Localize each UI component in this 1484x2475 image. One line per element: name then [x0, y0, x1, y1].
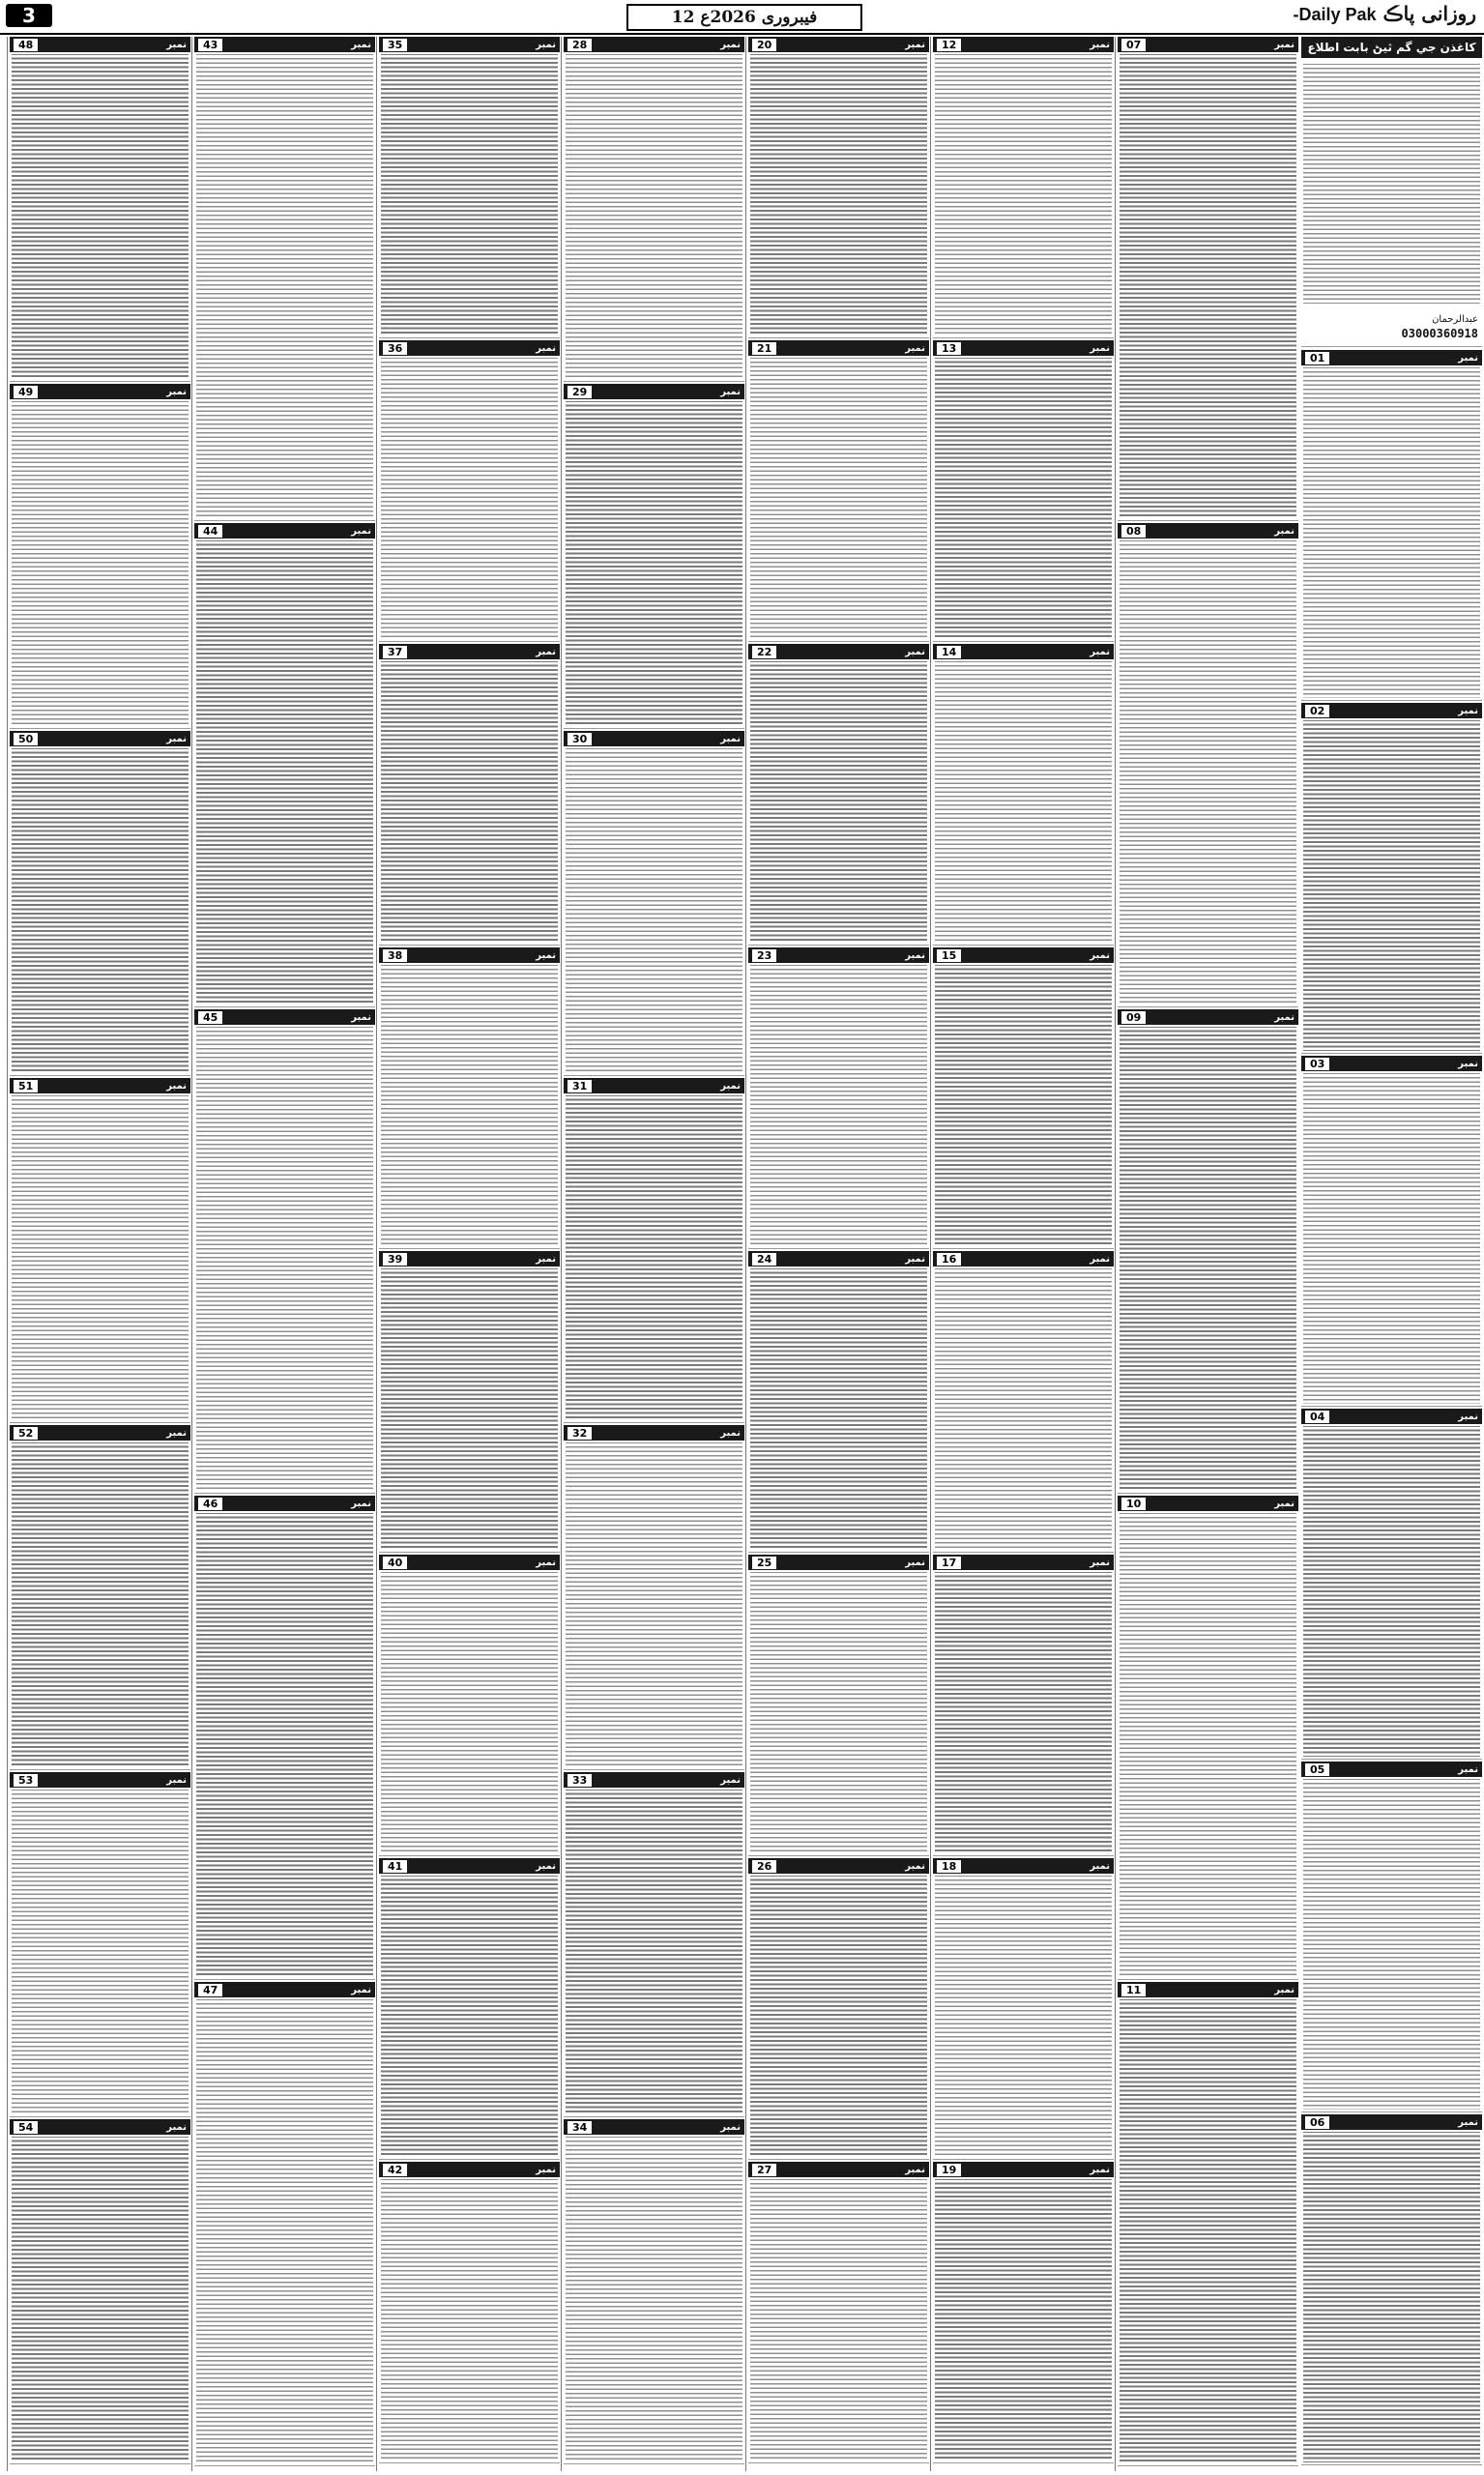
classified-notice: [933, 644, 1114, 946]
notice-label: نمبر: [1458, 1763, 1478, 1775]
notice-label: نمبر: [720, 733, 741, 744]
notice-header: [933, 1858, 1114, 1874]
notice-text: [566, 54, 742, 379]
notice-number: 02: [1305, 705, 1329, 717]
notice-text: [1303, 1779, 1480, 2110]
classified-notice: [564, 731, 744, 1076]
notice-header: [379, 1251, 560, 1267]
classified-notice: [564, 37, 744, 382]
classified-notice: [748, 947, 929, 1249]
notice-text: [750, 1572, 927, 1853]
notice-number: 09: [1121, 1011, 1146, 1024]
notice-column: [191, 37, 377, 2471]
notice-text: [1303, 2132, 1480, 2462]
notice-header: [1118, 523, 1298, 539]
notice-column: [930, 37, 1116, 2471]
notice-number: 01: [1305, 352, 1329, 364]
notice-text: [196, 1513, 373, 1977]
classified-notice: [1301, 350, 1482, 701]
notice-text: [381, 1572, 558, 1853]
classified-notice: [1301, 703, 1482, 1054]
notice-label: نمبر: [351, 1011, 371, 1023]
notice-text: [1120, 54, 1296, 518]
notice-number: 29: [567, 386, 592, 398]
notice-header: [1301, 1762, 1482, 1777]
classified-notice: [564, 1078, 744, 1423]
notice-label: نمبر: [905, 1557, 925, 1568]
classified-notice: [379, 340, 560, 642]
notice-text: [381, 965, 558, 1246]
notice-column: [745, 37, 931, 2471]
classified-notice: [933, 1251, 1114, 1553]
notice-text: [935, 54, 1112, 335]
notice-number: 06: [1305, 2116, 1329, 2129]
classified-notice: [10, 2119, 190, 2464]
classified-notice: [10, 384, 190, 729]
notice-label: نمبر: [166, 1080, 187, 1092]
notice-header: [1118, 1496, 1298, 1511]
notice-label: نمبر: [1090, 646, 1110, 657]
notice-text: [935, 358, 1112, 639]
notice-text: [935, 965, 1112, 1246]
notice-header: [1301, 1056, 1482, 1071]
notice-header: [379, 37, 560, 52]
notice-header: [564, 384, 744, 399]
notice-header: [379, 2162, 560, 2177]
notice-number: 51: [14, 1080, 38, 1092]
notice-number: 03: [1305, 1058, 1329, 1070]
notice-header: [10, 731, 190, 746]
notice-header: [748, 1555, 929, 1570]
notice-header: [10, 384, 190, 399]
classified-notice: [194, 1009, 375, 1494]
classified-notice: [1118, 523, 1298, 1007]
notice-header: [933, 947, 1114, 963]
notice-header: [194, 1982, 375, 1997]
notice-number: 13: [937, 342, 961, 355]
notice-number: 47: [198, 1984, 222, 1996]
notice-label: نمبر: [905, 646, 925, 657]
notice-number: 14: [937, 646, 961, 658]
classified-notice: [564, 1772, 744, 2117]
notice-label: نمبر: [1458, 1411, 1478, 1422]
classified-notice: [1301, 1056, 1482, 1407]
classified-notice: [748, 340, 929, 642]
notice-label: نمبر: [1090, 949, 1110, 961]
notice-header: [10, 1078, 190, 1093]
classified-notice: [379, 37, 560, 338]
classified-notice: [379, 644, 560, 946]
notice-number: 07: [1121, 39, 1146, 51]
notice-header: [748, 37, 929, 52]
featured-phone: 03000360918: [1401, 327, 1478, 340]
notice-column: [1299, 37, 1484, 2471]
notice-label: نمبر: [720, 1774, 741, 1786]
notice-text: [1303, 720, 1480, 1051]
notice-text: [750, 54, 927, 335]
notice-text: [196, 1999, 373, 2463]
classified-notice: [1301, 2114, 1482, 2465]
notice-text: [1120, 540, 1296, 1005]
notice-number: 33: [567, 1774, 592, 1787]
notice-number: 43: [198, 39, 222, 51]
classified-notice: [379, 2162, 560, 2463]
brand-urdu: روزانی پاڪ: [1382, 2, 1476, 25]
notice-number: 04: [1305, 1411, 1329, 1423]
notice-text: [566, 1095, 742, 1420]
notice-text: [566, 1790, 742, 2114]
notice-column: [376, 37, 562, 2471]
classified-notice: [748, 1858, 929, 2160]
notice-label: نمبر: [1090, 1860, 1110, 1872]
notice-label: نمبر: [351, 1984, 371, 1995]
notice-label: نمبر: [1090, 342, 1110, 354]
notice-header: [933, 340, 1114, 356]
notice-text: [1303, 1073, 1480, 1404]
classified-notice: [10, 37, 190, 382]
notice-header: [564, 1078, 744, 1093]
notice-number: 50: [14, 733, 38, 745]
notice-header: [564, 1772, 744, 1788]
notice-label: نمبر: [1274, 1011, 1295, 1023]
classified-notice: [379, 947, 560, 1249]
notice-number: 26: [752, 1860, 776, 1873]
notice-text: [750, 2179, 927, 2460]
notice-header: [1301, 2114, 1482, 2130]
notice-header: [564, 37, 744, 52]
notice-number: 20: [752, 39, 776, 51]
notice-label: نمبر: [720, 386, 741, 397]
notice-label: نمبر: [536, 39, 556, 50]
notice-number: 54: [14, 2121, 38, 2134]
notice-label: نمبر: [1274, 525, 1295, 537]
notice-text: [1303, 1426, 1480, 1757]
notice-label: نمبر: [536, 1860, 556, 1872]
notice-header: [379, 1858, 560, 1874]
notice-number: 35: [383, 39, 407, 51]
notice-number: 48: [14, 39, 38, 51]
notice-number: 10: [1121, 1498, 1146, 1510]
notice-number: 16: [937, 1253, 961, 1266]
notice-text: [566, 1442, 742, 1767]
notice-label: نمبر: [536, 342, 556, 354]
notice-text: [12, 401, 189, 726]
notice-label: نمبر: [166, 39, 187, 50]
brand-english: Daily Pak-: [1293, 5, 1377, 24]
notice-column: [7, 37, 192, 2471]
notice-text: [750, 1268, 927, 1550]
notice-label: نمبر: [1090, 39, 1110, 50]
classified-notice: [933, 340, 1114, 642]
notice-label: نمبر: [536, 2164, 556, 2175]
notice-text: [381, 1876, 558, 2157]
notice-number: 39: [383, 1253, 407, 1266]
classified-notice: [1118, 1982, 1298, 2466]
notice-text: [935, 1876, 1112, 2157]
classified-notice: [1118, 1009, 1298, 1494]
notice-header: [564, 731, 744, 746]
notice-header: [748, 947, 929, 963]
notice-label: نمبر: [905, 949, 925, 961]
notice-label: نمبر: [1274, 1984, 1295, 1995]
classified-notice: [1301, 1762, 1482, 2112]
notice-text: [1120, 1999, 1296, 2463]
classified-notice: [10, 1425, 190, 1770]
notice-header: [1301, 703, 1482, 718]
notice-text: [750, 358, 927, 639]
classified-notice: [748, 1251, 929, 1553]
notice-text: [1303, 367, 1480, 698]
notice-column: [561, 37, 746, 2471]
notice-header: [933, 644, 1114, 659]
notice-text: [1120, 1513, 1296, 1977]
notice-label: نمبر: [720, 39, 741, 50]
notice-text: [12, 1790, 189, 2114]
newspaper-brand: [1288, 2, 1477, 25]
notice-header: [194, 37, 375, 52]
notice-header: [933, 37, 1114, 52]
notice-header: [933, 2162, 1114, 2177]
notice-number: 12: [937, 39, 961, 51]
notice-number: 46: [198, 1498, 222, 1510]
notice-number: 45: [198, 1011, 222, 1024]
notice-label: نمبر: [720, 2121, 741, 2133]
notice-text: [381, 54, 558, 335]
notice-text: [12, 2137, 189, 2461]
classified-notice: [564, 1425, 744, 1770]
notice-label: نمبر: [536, 646, 556, 657]
notice-label: نمبر: [351, 1498, 371, 1509]
notice-header: [564, 1425, 744, 1441]
notice-text: [196, 540, 373, 1005]
notice-number: 40: [383, 1557, 407, 1569]
notice-label: نمبر: [905, 39, 925, 50]
notice-text: [750, 661, 927, 943]
notice-number: 15: [937, 949, 961, 962]
featured-notice: [1301, 37, 1482, 347]
masthead: [0, 0, 1484, 35]
notice-text: [750, 965, 927, 1246]
notice-label: نمبر: [351, 39, 371, 50]
classified-notice: [10, 731, 190, 1076]
classified-notice: [1118, 1496, 1298, 1980]
notice-number: 34: [567, 2121, 592, 2134]
notice-header: [1118, 37, 1298, 52]
notice-header: [10, 1425, 190, 1441]
notice-header: [1118, 1009, 1298, 1025]
notice-label: نمبر: [166, 1774, 187, 1786]
notice-label: نمبر: [905, 2164, 925, 2175]
notice-label: نمبر: [166, 2121, 187, 2133]
notice-text: [196, 1027, 373, 1491]
notice-number: 19: [937, 2164, 961, 2176]
classified-notice: [748, 37, 929, 338]
notice-header: [379, 1555, 560, 1570]
notice-number: 23: [752, 949, 776, 962]
notice-text: [566, 2137, 742, 2461]
notice-label: نمبر: [166, 733, 187, 744]
classified-notice: [194, 1982, 375, 2466]
notice-text: [381, 1268, 558, 1550]
notice-text: [381, 661, 558, 943]
notice-header: [933, 1251, 1114, 1267]
notice-label: نمبر: [720, 1080, 741, 1092]
classified-notice: [1301, 1409, 1482, 1760]
classified-notice: [10, 1078, 190, 1423]
notice-header: [194, 1009, 375, 1025]
notice-label: نمبر: [905, 342, 925, 354]
notice-number: 37: [383, 646, 407, 658]
notice-number: 32: [567, 1427, 592, 1440]
notice-number: 08: [1121, 525, 1146, 538]
notice-number: 25: [752, 1557, 776, 1569]
notice-text: [935, 1572, 1112, 1853]
notice-column: [1115, 37, 1300, 2471]
notice-header: [933, 1555, 1114, 1570]
notice-label: نمبر: [1458, 2116, 1478, 2128]
notice-header: [1301, 1409, 1482, 1424]
classified-notice: [933, 1858, 1114, 2160]
notice-label: نمبر: [905, 1860, 925, 1872]
notice-number: 52: [14, 1427, 38, 1440]
notice-number: 44: [198, 525, 222, 538]
notice-label: نمبر: [1458, 1058, 1478, 1069]
issue-date: 12 فیبروری 2026ع: [626, 4, 862, 31]
notice-number: 18: [937, 1860, 961, 1873]
notice-text: [935, 1268, 1112, 1550]
notice-text: [12, 1095, 189, 1420]
classified-notice: [194, 1496, 375, 1980]
notice-text: [750, 1876, 927, 2157]
notice-number: 05: [1305, 1763, 1329, 1776]
notice-header: [748, 2162, 929, 2177]
notice-header: [379, 644, 560, 659]
notice-header: [748, 1251, 929, 1267]
classified-notice: [379, 1251, 560, 1553]
classified-notice: [933, 947, 1114, 1249]
classified-notice: [379, 1858, 560, 2160]
classified-notice: [10, 1772, 190, 2117]
classified-notice: [748, 1555, 929, 1856]
notice-header: [748, 340, 929, 356]
notice-text: [1120, 1027, 1296, 1491]
featured-notice-title: کاغذن جي گم ٿيڻ بابت اطلاع: [1301, 37, 1482, 58]
notice-label: نمبر: [720, 1427, 741, 1439]
notice-label: نمبر: [1458, 352, 1478, 364]
notice-number: 27: [752, 2164, 776, 2176]
notice-number: 28: [567, 39, 592, 51]
notice-text: [566, 401, 742, 726]
featured-person: عبدالرحمان: [1432, 314, 1478, 325]
notice-columns: [0, 37, 1484, 2471]
classified-notice: [379, 1555, 560, 1856]
notice-header: [194, 1496, 375, 1511]
notice-label: نمبر: [536, 1557, 556, 1568]
notice-header: [10, 37, 190, 52]
notice-number: 30: [567, 733, 592, 745]
notice-header: [379, 340, 560, 356]
notice-text: [381, 2179, 558, 2460]
notice-number: 53: [14, 1774, 38, 1787]
notice-number: 24: [752, 1253, 776, 1266]
notice-header: [748, 644, 929, 659]
notice-text: [196, 54, 373, 518]
notice-label: نمبر: [536, 1253, 556, 1265]
classified-notice: [748, 644, 929, 946]
classified-notice: [564, 2119, 744, 2464]
notice-text: [935, 2179, 1112, 2460]
notice-header: [194, 523, 375, 539]
notice-header: [1301, 350, 1482, 365]
notice-text: [12, 54, 189, 379]
notice-label: نمبر: [1274, 1498, 1295, 1509]
notice-header: [10, 1772, 190, 1788]
classified-notice: [564, 384, 744, 729]
notice-number: 36: [383, 342, 407, 355]
notice-number: 49: [14, 386, 38, 398]
page-number: 3: [6, 4, 52, 27]
classified-notice: [933, 37, 1114, 338]
notice-header: [564, 2119, 744, 2135]
notice-number: 17: [937, 1557, 961, 1569]
notice-text: [935, 661, 1112, 943]
notice-label: نمبر: [1090, 1253, 1110, 1265]
notice-number: 41: [383, 1860, 407, 1873]
classified-notice: [933, 1555, 1114, 1856]
featured-notice-text: [1303, 64, 1480, 304]
notice-label: نمبر: [351, 525, 371, 537]
notice-number: 22: [752, 646, 776, 658]
notice-label: نمبر: [1090, 1557, 1110, 1568]
notice-header: [748, 1858, 929, 1874]
notice-label: نمبر: [1090, 2164, 1110, 2175]
notice-label: نمبر: [536, 949, 556, 961]
notice-number: 31: [567, 1080, 592, 1092]
classified-notice: [748, 2162, 929, 2463]
classified-notice: [1118, 37, 1298, 521]
notice-label: نمبر: [1274, 39, 1295, 50]
notice-header: [379, 947, 560, 963]
notice-label: نمبر: [905, 1253, 925, 1265]
notice-text: [566, 748, 742, 1073]
notice-label: نمبر: [166, 386, 187, 397]
notice-header: [1118, 1982, 1298, 1997]
classified-notice: [194, 37, 375, 521]
notice-text: [12, 1442, 189, 1767]
notice-label: نمبر: [1458, 705, 1478, 716]
notice-number: 38: [383, 949, 407, 962]
notice-header: [10, 2119, 190, 2135]
classified-notice: [194, 523, 375, 1007]
notice-label: نمبر: [166, 1427, 187, 1439]
notice-text: [12, 748, 189, 1073]
notice-number: 42: [383, 2164, 407, 2176]
classified-notice: [933, 2162, 1114, 2463]
notice-text: [381, 358, 558, 639]
notice-number: 11: [1121, 1984, 1146, 1996]
notice-number: 21: [752, 342, 776, 355]
